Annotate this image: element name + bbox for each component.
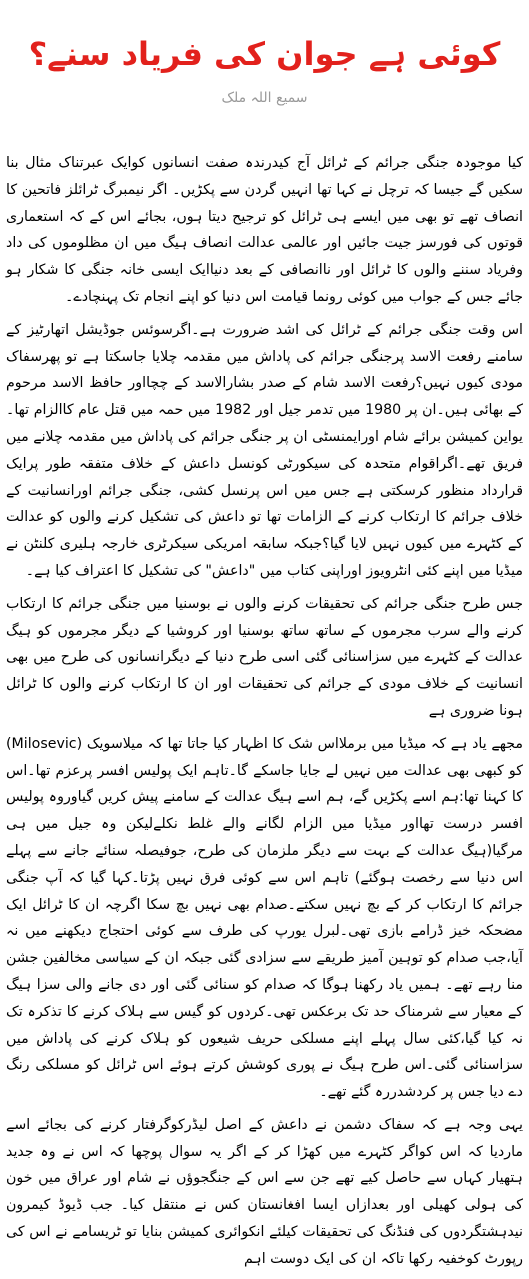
paragraph: جس طرح جنگی جرائم کی تحقیقات کرنے والوں نے بوسنیا میں جنگی جرائم کا ارتکاب کرنے والے سرب مجرموں کے ساتھ ساتھ بوسنیا اور کروشیا کے دیگر مجرموں کو ہیگ عدالت کے کٹہرے میں سزاسنائی گئی اسی طرح دنیا کے دیگرانسانوں کی طرح میں بھی انسانیت کے خلاف مودی کے جرائم کی تحقیقات اور ان کا ارتکاب کرنے والوں کا ٹرائل ہونا ضروری ہے [6,595,523,719]
paragraph: مجھے یاد ہے کہ میڈیا میں برملااس شک کا اظہار کیا جاتا تھا کہ میلاسویک (Milosevic) کو کبھی بھی عدالت میں نہیں لے جایا جاسکے گا۔تاہم ایک پولیس افسر پرعزم تھا۔اس کا کہنا تھا:ہم اسے پکڑیں گے، ہم اسے ہیگ عدالت کے سامنے پیش کریں گیاوروہ پولیس افسر درست تھااور میڈیا میں الزام لگانے والے غلط نکلےلیکن وہ جیل میں ہی مرگیا(ہیگ عدالت کے بہت سے دیگر ملزمان کی طرح، جوفیصلہ سنائے جانے سے پہلے اس دنیا سے رخصت ہوگئے) تاہم اس سے کوئی فرق نہیں پڑتا۔کہا گیا کہ آپ جنگی جرائم کا ارتکاب کر کے بچ نہیں سکتے۔صدام بھی نہیں بچ سکا اگرچہ ان کا ٹرائل ایک مضحکہ خیز ڈرامے بازی تھی۔لبرل یورپ کی طرف سے کوئی احتجاج دیکھنے میں نہ آیا،جب صدام کو توہین آمیز طریقے سے سزادی گئی جبکہ ان کے سیاسی مخالفین جشن منا رہے تھے۔ ہمیں یاد رکھنا ہوگا کہ صدام کو سنائی گئی اور دی جانے والی سزا ہیگ کے معیار سے شرمناک حد تک برعکس تھی۔کردوں کو گیس سے ہلاک کرنے کا تذکرہ تک نہ کیا گیا،کئی سال پہلے اپنے مسلکی حریف شیعوں کو ہلاک کرنے کی پاداش میں سزاسنائی گئی۔اس طرح ہیگ نے پوری کوشش کرتے ہوئے اس ٹرائل کو مسلکی رنگ دے دیا جس پر کردشدررہ گئے تھے۔ [6,735,523,1101]
paragraph: کیا موجودہ جنگی جرائم کے ٹرائل آج کیدرندہ صفت انسانوں کوایک عبرتناک مثال بنا سکیں گے جیسا کہ ترچل نے کہا تھا انہیں گردن سے پکڑیں۔ اگر نیمبرگ ٹرائلز فاتحین کا انصاف تھے تو بھی میں ایسے ہی ٹرائل کو ترجیح دیتا ہوں، بجائے اس کے کہ استعماری قوتوں کی فورسز جیت جائیں اور عالمی عدالت انصاف ہیگ میں ان مظلوموں کی داد وفریاد سننے والوں کا ٹرائل اور ناانصافی کے بعد دنیاایک ایسی خانہ جنگی کا شکار ہو جائے جس کے جواب میں کوئی رونما قیامت اس دنیا کو اپنے انجام تک پہنچادے۔ [6,155,523,305]
article-body [6,150,523,1279]
author-name: سمیع اللہ ملک [221,90,308,106]
article-title: کوئی ہے جوان کی فریاد سنے؟ [28,35,501,73]
paragraph: یہی وجہ ہے کہ سفاک دشمن نے داعش کے اصل لیڈرکوگرفتار کرنے کی بجائے اسے ماردیا کہ اس کواگر کٹہرے میں کھڑا کر کے اگر یہ سوال پوچھا کہ اس نے وہ جدید ہتھیار کہاں سے حاصل کیے تھے جن سے اس کے جنگجوؤں نے شام اور عراق میں خون کی ہولی کھیلی اور بعدازاں ایسا افغانستان کس نے منتقل کیا۔ جب ڈیوڈ کیمرون نیدہشتگردوں کی فنڈنگ کی تحقیقات کیلئے انکوائری کمیشن بنایا تو ٹریسامے نے اس کی رپورٹ کوخفیہ رکھا تاکہ ان کی ایک دوست اہم [6,1116,523,1267]
paragraph: اس وقت جنگی جرائم کے ٹرائل کی اشد ضرورت ہے۔اگرسوئس جوڈیشل اتھارٹیز کے سامنے رفعت الاسد پرجنگی جرائم کی پاداش میں مقدمہ چلایا جاسکتا ہے تو پھرسفاک مودی کیوں نہیں؟رفعت الاسد شام کے صدر بشارالاسد کے چچااور حافظ الاسد مرحوم کے بھائی ہیں۔ان پر 1980 میں تدمر جیل اور 1982 میں حمہ میں قتل عام کاالزام تھا۔یواین کمیشن برائے شام اورایمنسٹی ان پر جنگی جرائم کی پاداش میں مقدمہ چلانے میں فریق تھے۔اگراقوام متحدہ کی سیکورٹی کونسل داعش کے خلاف متفقہ طور پرایک قرارداد منظور کرسکتی ہے جس میں اس پرنسل کشی، جنگی جرائم اورانسانیت کے خلاف جرائم کا ارتکاب کرنے کے الزامات تھا تو داعش کی تشکیل کرنے والوں کو عدالت کے کٹہرے میں کیوں نہیں لایا گیا؟جبکہ سابقہ امریکی سیکرٹری خارجہ ہلیری کلنٹن نے میڈیا میں اپنے کئی انٹرویوز اوراپنی کتاب میں "داعش" کی تشکیل کا اعتراف کیا ہے۔ [6,321,523,579]
